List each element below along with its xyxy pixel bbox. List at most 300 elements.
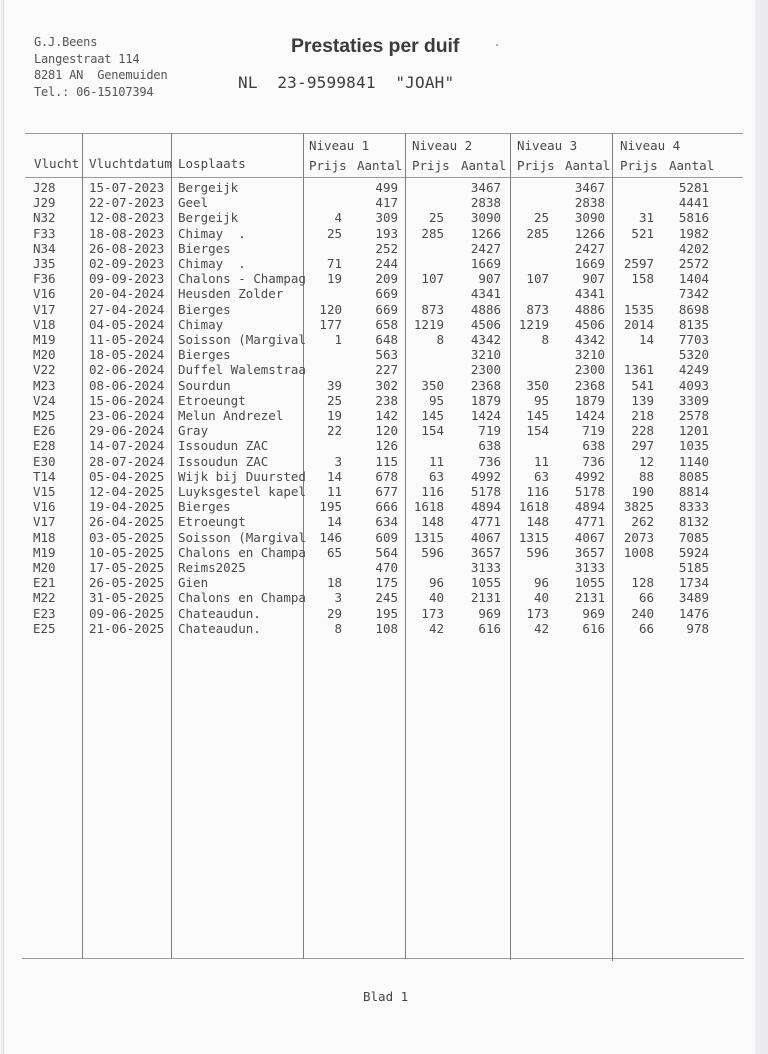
cell-niveau2-aantal: 3657	[470, 544, 501, 560]
cell-losplaats: Chateaudun.	[178, 620, 261, 636]
header-prijs: Prijs	[517, 158, 555, 173]
cell-vluchtdatum: 29-06-2024	[89, 423, 165, 439]
cell-niveau1-aantal: 309	[375, 210, 398, 226]
header-losplaats: Losplaats	[178, 156, 246, 171]
table-row	[0, 256, 768, 271]
cell-vluchtdatum: 19-04-2025	[89, 499, 165, 515]
cell-niveau1-prijs: 22	[326, 423, 342, 439]
header-prijs: Prijs	[620, 158, 658, 173]
sender-city: 8281 AN Genemuiden	[34, 68, 168, 82]
cell-niveau4-aantal: 4093	[678, 377, 709, 393]
cell-niveau3-aantal: 616	[582, 620, 605, 636]
page-number: Blad 1	[363, 989, 409, 1004]
cell-niveau4-aantal: 3309	[678, 392, 709, 408]
cell-vlucht: E26	[33, 423, 56, 439]
cell-niveau1-aantal: 244	[375, 256, 398, 271]
cell-niveau1-prijs: 177	[319, 316, 342, 332]
cell-niveau4-aantal: 978	[686, 620, 709, 636]
cell-vlucht: V17	[33, 301, 56, 317]
cell-vluchtdatum: 20-04-2024	[89, 286, 165, 302]
table-row	[0, 423, 768, 438]
cell-niveau4-prijs: 2073	[623, 529, 654, 545]
cell-niveau4-aantal: 5185	[678, 560, 709, 575]
cell-losplaats: Chimay	[178, 316, 224, 332]
cell-niveau1-aantal: 658	[375, 316, 398, 332]
cell-niveau2-aantal: 736	[478, 453, 501, 469]
cell-niveau1-aantal: 108	[375, 620, 398, 636]
cell-niveau4-aantal: 4249	[678, 362, 709, 378]
cell-niveau4-prijs: 158	[631, 271, 654, 287]
cell-niveau1-aantal: 142	[375, 408, 398, 423]
cell-vluchtdatum: 14-07-2024	[89, 438, 165, 454]
cell-niveau1-aantal: 238	[375, 392, 398, 408]
page-title: Prestaties per duif	[291, 35, 460, 57]
cell-niveau2-aantal: 1055	[470, 575, 501, 591]
cell-niveau4-prijs: 128	[631, 575, 654, 591]
table-row	[0, 530, 768, 545]
cell-niveau1-prijs: 19	[326, 408, 342, 423]
table-row	[0, 302, 768, 317]
cell-losplaats: Geel	[178, 195, 209, 211]
cell-niveau3-aantal: 4771	[574, 514, 605, 530]
cell-vlucht: E30	[33, 453, 56, 469]
cell-niveau2-aantal: 1424	[470, 408, 501, 423]
cell-niveau3-prijs: 596	[526, 544, 549, 560]
cell-niveau2-aantal: 907	[478, 271, 501, 287]
cell-vlucht: M25	[33, 408, 56, 423]
header-prijs: Prijs	[309, 158, 347, 173]
cell-niveau1-aantal: 669	[375, 286, 398, 302]
cell-losplaats: Bierges	[178, 240, 231, 256]
table-row	[0, 560, 768, 575]
cell-niveau4-aantal: 7085	[678, 529, 709, 545]
cell-vlucht: M22	[33, 590, 56, 606]
cell-niveau2-aantal: 4886	[470, 301, 501, 317]
speck	[496, 44, 498, 46]
cell-niveau1-prijs: 14	[326, 514, 342, 530]
cell-niveau3-aantal: 4341	[574, 286, 605, 302]
cell-losplaats: Chimay .	[178, 225, 246, 241]
table-row	[0, 378, 768, 393]
cell-niveau3-prijs: 148	[526, 514, 549, 530]
cell-vlucht: M18	[33, 529, 56, 545]
cell-niveau1-aantal: 252	[375, 240, 398, 256]
cell-niveau3-aantal: 4506	[574, 316, 605, 332]
pigeon-name: "JOAH"	[395, 73, 455, 92]
cell-niveau3-aantal: 2300	[574, 362, 605, 378]
header-niveau-3: Niveau 3	[517, 138, 578, 153]
cell-niveau1-aantal: 678	[375, 468, 398, 484]
cell-niveau2-prijs: 1219	[413, 316, 444, 332]
cell-niveau3-prijs: 1219	[518, 316, 549, 332]
cell-losplaats: Gien	[178, 575, 209, 591]
cell-losplaats: Bergeijk	[178, 210, 239, 226]
cell-niveau4-aantal: 5281	[678, 180, 709, 195]
cell-niveau1-aantal: 175	[375, 575, 398, 591]
cell-niveau2-prijs: 8	[436, 332, 444, 347]
cell-losplaats: Bierges	[178, 301, 231, 317]
cell-niveau3-aantal: 4886	[574, 301, 605, 317]
cell-vlucht: M19	[33, 332, 56, 347]
cell-vluchtdatum: 28-07-2024	[89, 453, 165, 469]
cell-niveau3-prijs: 1315	[518, 529, 549, 545]
cell-niveau4-aantal: 8132	[678, 514, 709, 530]
cell-losplaats: Soisson (Margival	[178, 529, 306, 545]
cell-niveau4-prijs: 262	[631, 514, 654, 530]
table-row	[0, 195, 768, 210]
cell-vlucht: E23	[33, 605, 56, 621]
cell-vluchtdatum: 11-05-2024	[89, 332, 165, 347]
cell-vluchtdatum: 09-06-2025	[89, 605, 165, 621]
cell-niveau3-prijs: 350	[526, 377, 549, 393]
cell-niveau4-prijs: 14	[638, 332, 654, 347]
cell-niveau2-aantal: 2131	[470, 590, 501, 606]
cell-vluchtdatum: 31-05-2025	[89, 590, 165, 606]
table-row	[0, 438, 768, 453]
table-row	[0, 362, 768, 377]
cell-niveau1-aantal: 120	[375, 423, 398, 439]
cell-niveau1-prijs: 195	[319, 499, 342, 515]
cell-niveau3-aantal: 3090	[574, 210, 605, 226]
cell-niveau2-aantal: 969	[478, 605, 501, 621]
cell-niveau4-aantal: 8085	[678, 468, 709, 484]
cell-niveau4-aantal: 2572	[678, 256, 709, 271]
cell-niveau3-prijs: 96	[533, 575, 549, 591]
cell-losplaats: Reims2025	[178, 560, 246, 575]
cell-vluchtdatum: 02-06-2024	[89, 362, 165, 378]
cell-losplaats: Chalons en Champa	[178, 544, 306, 560]
cell-niveau4-prijs: 88	[638, 468, 654, 484]
cell-niveau1-aantal: 126	[375, 438, 398, 454]
table-header-border	[25, 177, 743, 178]
cell-niveau2-aantal: 719	[478, 423, 501, 439]
cell-losplaats: Heusden Zolder	[178, 286, 284, 302]
cell-niveau4-aantal: 4441	[678, 195, 709, 211]
table-row	[0, 317, 768, 332]
cell-losplaats: Wijk bij Duursted	[178, 468, 306, 484]
cell-niveau4-aantal: 8135	[678, 316, 709, 332]
cell-niveau2-prijs: 25	[428, 210, 444, 226]
cell-vluchtdatum: 22-07-2023	[89, 195, 165, 211]
cell-vluchtdatum: 09-09-2023	[89, 271, 165, 287]
cell-niveau4-aantal: 8698	[678, 301, 709, 317]
cell-niveau2-aantal: 638	[478, 438, 501, 454]
cell-niveau3-prijs: 116	[526, 484, 549, 499]
table-row	[0, 469, 768, 484]
cell-niveau3-aantal: 907	[582, 271, 605, 287]
cell-niveau1-prijs: 8	[334, 620, 342, 636]
cell-niveau4-prijs: 1535	[623, 301, 654, 317]
cell-losplaats: Chalons - Champag	[178, 271, 306, 287]
cell-vluchtdatum: 18-08-2023	[89, 225, 165, 241]
cell-losplaats: Bierges	[178, 499, 231, 515]
cell-niveau3-prijs: 42	[533, 620, 549, 636]
cell-niveau1-prijs: 4	[334, 210, 342, 226]
cell-niveau4-prijs: 2597	[623, 256, 654, 271]
cell-niveau3-aantal: 2427	[574, 240, 605, 256]
cell-niveau1-aantal: 209	[375, 271, 398, 287]
cell-niveau2-aantal: 5178	[470, 484, 501, 499]
cell-losplaats: Chateaudun.	[178, 605, 261, 621]
cell-niveau2-aantal: 4771	[470, 514, 501, 530]
cell-niveau2-prijs: 1618	[413, 499, 444, 515]
cell-vlucht: E28	[33, 438, 56, 454]
cell-niveau4-prijs: 240	[631, 605, 654, 621]
cell-niveau3-prijs: 173	[526, 605, 549, 621]
cell-niveau3-prijs: 63	[533, 468, 549, 484]
cell-niveau3-aantal: 736	[582, 453, 605, 469]
cell-niveau4-aantal: 1476	[678, 605, 709, 621]
cell-vlucht: M23	[33, 377, 56, 393]
header-aantal: Aantal	[357, 158, 403, 173]
cell-vlucht: N32	[33, 210, 56, 226]
cell-niveau4-prijs: 31	[638, 210, 654, 226]
cell-niveau1-prijs: 146	[319, 529, 342, 545]
cell-vlucht: V15	[33, 484, 56, 499]
cell-vlucht: M19	[33, 544, 56, 560]
cell-niveau2-aantal: 2838	[470, 195, 501, 211]
cell-vlucht: F33	[33, 225, 56, 241]
cell-niveau3-prijs: 40	[533, 590, 549, 606]
cell-vluchtdatum: 04-05-2024	[89, 316, 165, 332]
cell-niveau1-aantal: 245	[375, 590, 398, 606]
cell-niveau2-aantal: 1879	[470, 392, 501, 408]
cell-niveau1-prijs: 18	[326, 575, 342, 591]
cell-niveau3-aantal: 1669	[574, 256, 605, 271]
cell-niveau4-aantal: 1734	[678, 575, 709, 591]
table-row	[0, 621, 768, 636]
cell-niveau4-prijs: 2014	[623, 316, 654, 332]
cell-niveau1-prijs: 14	[326, 468, 342, 484]
cell-losplaats: Duffel Walemstraa	[178, 362, 306, 378]
cell-niveau3-aantal: 1879	[574, 392, 605, 408]
cell-niveau3-prijs: 8	[541, 332, 549, 347]
cell-niveau2-aantal: 3210	[470, 347, 501, 363]
cell-niveau1-aantal: 669	[375, 301, 398, 317]
cell-losplaats: Sourdun	[178, 377, 231, 393]
cell-niveau2-prijs: 11	[428, 453, 444, 469]
cell-niveau3-aantal: 3210	[574, 347, 605, 363]
cell-niveau2-aantal: 3467	[470, 180, 501, 195]
cell-niveau1-aantal: 634	[375, 514, 398, 530]
cell-niveau3-aantal: 1055	[574, 575, 605, 591]
cell-niveau2-aantal: 2368	[470, 377, 501, 393]
cell-losplaats: Etroeungt	[178, 514, 246, 530]
header-niveau-2: Niveau 2	[412, 138, 473, 153]
cell-niveau1-prijs: 19	[326, 271, 342, 287]
header-niveau-4: Niveau 4	[620, 138, 681, 153]
table-row	[0, 332, 768, 347]
cell-vlucht: T14	[33, 468, 56, 484]
cell-niveau4-prijs: 521	[631, 225, 654, 241]
cell-niveau4-aantal: 1140	[678, 453, 709, 469]
cell-niveau2-prijs: 350	[421, 377, 444, 393]
sender-phone: Tel.: 06-15107394	[34, 84, 154, 99]
cell-niveau2-prijs: 95	[428, 392, 444, 408]
cell-niveau3-prijs: 1618	[518, 499, 549, 515]
cell-niveau4-prijs: 541	[631, 377, 654, 393]
cell-vluchtdatum: 27-04-2024	[89, 301, 165, 317]
table-row	[0, 408, 768, 423]
cell-niveau2-prijs: 42	[428, 620, 444, 636]
cell-niveau3-prijs: 95	[533, 392, 549, 408]
sender-name: G.J.Beens	[34, 35, 98, 49]
pigeon-ring	[238, 73, 454, 92]
cell-niveau3-prijs: 285	[526, 225, 549, 241]
cell-niveau1-prijs: 39	[326, 377, 342, 393]
cell-niveau3-aantal: 2131	[574, 590, 605, 606]
cell-losplaats: Bergeijk	[178, 180, 239, 195]
cell-niveau2-prijs: 40	[428, 590, 444, 606]
table-row	[0, 180, 768, 195]
cell-vluchtdatum: 05-04-2025	[89, 468, 165, 484]
cell-vluchtdatum: 03-05-2025	[89, 529, 165, 545]
table-row	[0, 454, 768, 469]
cell-vluchtdatum: 15-06-2024	[89, 392, 165, 408]
cell-vluchtdatum: 26-08-2023	[89, 240, 165, 256]
cell-vluchtdatum: 12-08-2023	[89, 210, 165, 226]
cell-vluchtdatum: 23-06-2024	[89, 408, 165, 423]
cell-niveau4-prijs: 218	[631, 408, 654, 423]
cell-vlucht: V22	[33, 362, 56, 378]
cell-niveau4-prijs: 139	[631, 392, 654, 408]
cell-niveau4-prijs: 66	[638, 590, 654, 606]
sender-street: Langestraat 114	[34, 51, 140, 66]
cell-niveau1-aantal: 417	[375, 195, 398, 211]
cell-vluchtdatum: 21-06-2025	[89, 620, 165, 636]
cell-niveau2-aantal: 4341	[470, 286, 501, 302]
cell-niveau4-prijs: 1361	[623, 362, 654, 378]
cell-niveau2-aantal: 2427	[470, 240, 501, 256]
cell-vlucht: J35	[33, 256, 56, 271]
cell-niveau3-aantal: 1424	[574, 408, 605, 423]
table-row	[0, 575, 768, 590]
cell-niveau3-prijs: 873	[526, 301, 549, 317]
cell-vlucht: M20	[33, 560, 56, 575]
cell-niveau1-aantal: 666	[375, 499, 398, 515]
cell-losplaats: Issoudun ZAC	[178, 438, 269, 454]
cell-niveau4-prijs: 12	[638, 453, 654, 469]
cell-niveau2-aantal: 4342	[470, 332, 501, 347]
cell-losplaats: Melun Andrezel	[178, 408, 284, 423]
table-row	[0, 499, 768, 514]
cell-niveau4-aantal: 1982	[678, 225, 709, 241]
cell-niveau3-aantal: 3133	[574, 560, 605, 575]
cell-niveau3-aantal: 2368	[574, 377, 605, 393]
cell-niveau4-aantal: 5816	[678, 210, 709, 226]
cell-niveau2-prijs: 148	[421, 514, 444, 530]
cell-niveau1-aantal: 193	[375, 225, 398, 241]
cell-niveau2-prijs: 145	[421, 408, 444, 423]
cell-vluchtdatum: 12-04-2025	[89, 484, 165, 499]
header-aantal: Aantal	[461, 158, 507, 173]
cell-niveau3-prijs: 107	[526, 271, 549, 287]
cell-niveau2-aantal: 3090	[470, 210, 501, 226]
cell-vlucht: M20	[33, 347, 56, 363]
cell-vluchtdatum: 17-05-2025	[89, 560, 165, 575]
cell-vluchtdatum: 08-06-2024	[89, 377, 165, 393]
cell-niveau3-aantal: 5178	[574, 484, 605, 499]
cell-niveau1-aantal: 499	[375, 180, 398, 195]
cell-niveau2-aantal: 4506	[470, 316, 501, 332]
cell-niveau4-prijs: 3825	[623, 499, 654, 515]
cell-niveau2-prijs: 116	[421, 484, 444, 499]
cell-niveau3-prijs: 145	[526, 408, 549, 423]
cell-niveau3-aantal: 4992	[574, 468, 605, 484]
cell-niveau4-aantal: 1404	[678, 271, 709, 287]
ring-number: 23-9599841	[277, 73, 376, 92]
cell-niveau4-prijs: 66	[638, 620, 654, 636]
cell-niveau1-aantal: 470	[375, 560, 398, 575]
cell-niveau1-prijs: 29	[326, 605, 342, 621]
cell-niveau1-aantal: 115	[375, 453, 398, 469]
cell-vluchtdatum: 18-05-2024	[89, 347, 165, 363]
table-row	[0, 590, 768, 605]
cell-niveau2-prijs: 596	[421, 544, 444, 560]
cell-niveau4-prijs: 190	[631, 484, 654, 499]
cell-niveau1-prijs: 25	[326, 225, 342, 241]
cell-niveau2-aantal: 616	[478, 620, 501, 636]
cell-niveau1-aantal: 195	[375, 605, 398, 621]
cell-niveau1-prijs: 11	[326, 484, 342, 499]
cell-niveau3-aantal: 4894	[574, 499, 605, 515]
header-vluchtdatum: Vluchtdatum	[89, 156, 172, 171]
cell-vlucht: V18	[33, 316, 56, 332]
cell-niveau1-aantal: 564	[375, 544, 398, 560]
cell-niveau2-prijs: 1315	[413, 529, 444, 545]
table-row	[0, 545, 768, 560]
header-aantal: Aantal	[565, 158, 611, 173]
table-top-border	[25, 133, 743, 134]
cell-niveau3-aantal: 969	[582, 605, 605, 621]
cell-niveau4-aantal: 8333	[678, 499, 709, 515]
cell-niveau3-aantal: 3467	[574, 180, 605, 195]
cell-niveau1-aantal: 563	[375, 347, 398, 363]
cell-losplaats: Chimay .	[178, 256, 246, 271]
cell-niveau1-prijs: 1	[334, 332, 342, 347]
header-niveau-1: Niveau 1	[309, 138, 370, 153]
cell-niveau1-prijs: 3	[334, 453, 342, 469]
header-prijs: Prijs	[412, 158, 450, 173]
cell-vlucht: V16	[33, 499, 56, 515]
cell-niveau2-prijs: 154	[421, 423, 444, 439]
cell-niveau4-aantal: 4202	[678, 240, 709, 256]
cell-losplaats: Issoudun ZAC	[178, 453, 269, 469]
cell-niveau2-aantal: 4992	[470, 468, 501, 484]
cell-vluchtdatum: 02-09-2023	[89, 256, 165, 271]
table-row	[0, 393, 768, 408]
cell-niveau4-aantal: 5924	[678, 544, 709, 560]
header-aantal: Aantal	[669, 158, 715, 173]
table-row	[0, 241, 768, 256]
cell-vlucht: V24	[33, 392, 56, 408]
cell-niveau3-aantal: 1266	[574, 225, 605, 241]
cell-niveau2-prijs: 96	[428, 575, 444, 591]
cell-vlucht: E25	[33, 620, 56, 636]
cell-niveau3-prijs: 25	[533, 210, 549, 226]
table-row	[0, 286, 768, 301]
cell-losplaats: Bierges	[178, 347, 231, 363]
cell-niveau4-aantal: 3489	[678, 590, 709, 606]
cell-niveau2-prijs: 285	[421, 225, 444, 241]
cell-losplaats: Luyksgestel kapel	[178, 484, 306, 499]
cell-losplaats: Gray	[178, 423, 209, 439]
cell-niveau4-aantal: 1035	[678, 438, 709, 454]
cell-vluchtdatum: 26-05-2025	[89, 575, 165, 591]
cell-niveau2-aantal: 2300	[470, 362, 501, 378]
cell-vlucht: V17	[33, 514, 56, 530]
cell-vlucht: J28	[33, 180, 56, 195]
